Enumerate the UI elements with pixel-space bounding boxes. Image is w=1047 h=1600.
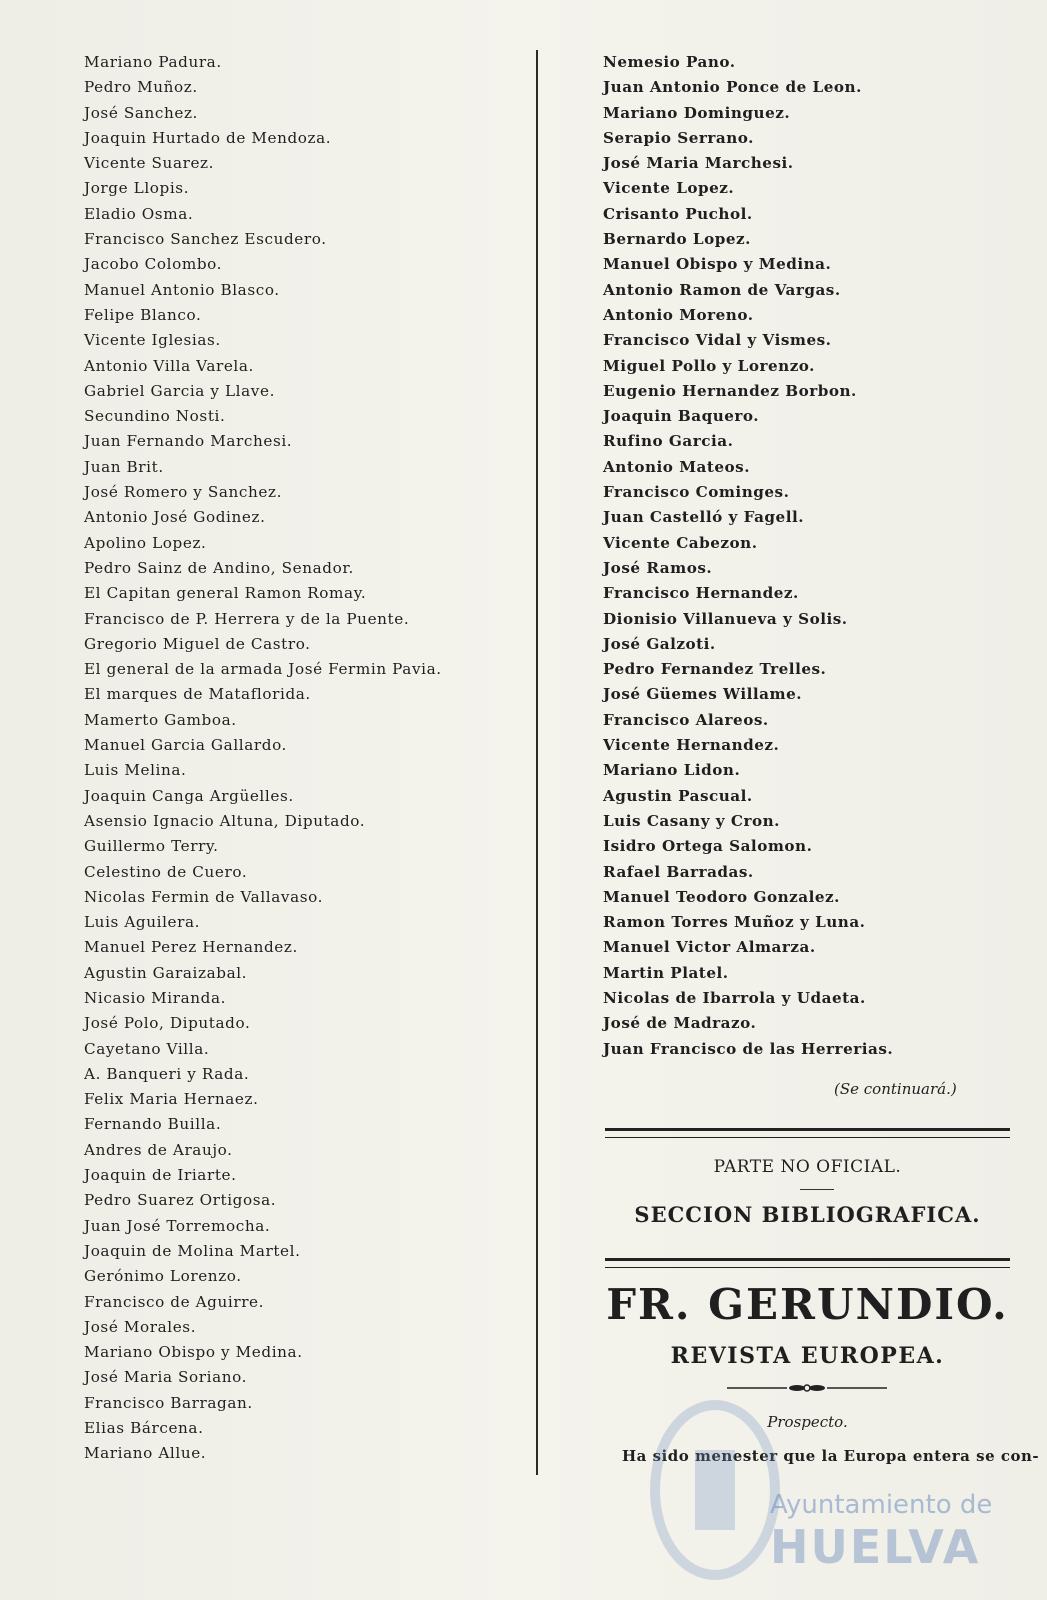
name-entry: Manuel Obispo y Medina. (603, 255, 832, 274)
name-entry: A. Banqueri y Rada. (84, 1064, 250, 1083)
name-entry: Mamerto Gamboa. (84, 710, 237, 729)
name-entry: Antonio Villa Varela. (84, 356, 254, 375)
name-entry: Pedro Muñoz. (84, 78, 198, 97)
name-entry: Felix Maria Hernaez. (84, 1090, 259, 1109)
name-entry: Vicente Iglesias. (84, 331, 221, 350)
name-entry: José Galzoti. (603, 634, 716, 653)
name-entry: Gabriel Garcia y Llave. (84, 381, 275, 400)
name-entry: Vicente Lopez. (603, 179, 735, 198)
name-entry: Antonio Moreno. (603, 305, 754, 324)
name-entry: Rufino Garcia. (603, 432, 734, 451)
name-entry: Asensio Ignacio Altuna, Diputado. (84, 811, 366, 830)
name-entry: El Capitan general Ramon Romay. (84, 584, 367, 603)
name-entry: Miguel Pollo y Lorenzo. (603, 356, 815, 375)
name-entry: José de Madrazo. (603, 1014, 757, 1033)
name-entry: Fernando Builla. (84, 1115, 222, 1134)
name-entry: Cayetano Villa. (84, 1039, 210, 1058)
column-divider (536, 50, 538, 1475)
name-entry: Luis Aguilera. (84, 913, 201, 932)
name-entry: Secundino Nosti. (84, 407, 226, 426)
name-entry: Manuel Victor Almarza. (603, 938, 816, 957)
name-entry: Ramon Torres Muñoz y Luna. (603, 913, 866, 932)
name-entry: Mariano Dominguez. (603, 103, 791, 122)
name-entry: Juan Antonio Ponce de Leon. (603, 78, 862, 97)
name-entry: Nicolas Fermin de Vallavaso. (84, 887, 324, 906)
name-entry: Mariano Allue. (84, 1444, 207, 1463)
name-entry: José Maria Soriano. (84, 1368, 248, 1387)
left-name-column (84, 50, 524, 1467)
name-entry: Juan Francisco de las Herrerias. (603, 1039, 894, 1058)
name-entry: Celestino de Cuero. (84, 862, 248, 881)
short-rule (800, 1189, 834, 1190)
right-name-column (603, 50, 1003, 1062)
name-entry: Francisco Hernandez. (603, 584, 799, 603)
name-entry: Antonio Mateos. (603, 457, 750, 476)
name-entry: Francisco Alareos. (603, 710, 769, 729)
name-entry: Joaquin de Iriarte. (84, 1166, 237, 1185)
section-rule-top (605, 1128, 1010, 1138)
name-entry: Nicolas de Ibarrola y Udaeta. (603, 988, 866, 1007)
name-entry: Manuel Teodoro Gonzalez. (603, 887, 840, 906)
publication-subtitle: REVISTA EUROPEA. (670, 1343, 945, 1369)
name-entry: Juan José Torremocha. (84, 1216, 271, 1235)
name-entry: Bernardo Lopez. (603, 230, 751, 249)
article-body-text: Ha sido menester que la Europa entera se con- (622, 1447, 1040, 1465)
continuation-note: (Se continuará.) (834, 1080, 957, 1098)
seccion-bibliografica-heading: SECCION BIBLIOGRAFICA. (634, 1202, 981, 1227)
name-entry: José Romero y Sanchez. (84, 483, 282, 502)
name-entry: Juan Castelló y Fagell. (603, 508, 805, 527)
name-entry: Vicente Cabezon. (603, 533, 758, 552)
name-entry: Francisco Sanchez Escudero. (84, 230, 327, 249)
name-entry: José Güemes Willame. (603, 685, 803, 704)
name-entry: Mariano Obispo y Medina. (84, 1343, 303, 1362)
name-entry: Serapio Serrano. (603, 128, 754, 147)
name-entry: Antonio José Godinez. (84, 508, 266, 527)
name-entry: José Ramos. (603, 558, 713, 577)
name-entry: Crisanto Puchol. (603, 204, 753, 223)
name-entry: Francisco Barragan. (84, 1393, 253, 1412)
name-entry: Guillermo Terry. (84, 837, 219, 856)
name-entry: José Polo, Diputado. (84, 1014, 251, 1033)
name-entry: Joaquin Hurtado de Mendoza. (84, 128, 332, 147)
name-entry: Francisco de Aguirre. (84, 1292, 265, 1311)
name-entry: Agustin Pascual. (603, 786, 753, 805)
name-entry: Rafael Barradas. (603, 862, 754, 881)
name-entry: Pedro Fernandez Trelles. (603, 660, 827, 679)
name-entry: Nicasio Miranda. (84, 988, 227, 1007)
name-entry: Eugenio Hernandez Borbon. (603, 381, 857, 400)
name-entry: Manuel Perez Hernandez. (84, 938, 298, 957)
name-entry: Francisco de P. Herrera y de la Puente. (84, 609, 410, 628)
name-entry: José Sanchez. (84, 103, 198, 122)
name-entry: Jacobo Colombo. (84, 255, 223, 274)
name-entry: Joaquin Baquero. (603, 407, 760, 426)
parte-no-oficial-heading: PARTE NO OFICIAL. (713, 1157, 902, 1177)
name-entry: El general de la armada José Fermin Pavia. (84, 660, 442, 679)
name-entry: Joaquin Canga Argüelles. (84, 786, 294, 805)
name-entry: Martin Platel. (603, 963, 729, 982)
name-entry: José Morales. (84, 1317, 197, 1336)
watermark-line-2: HUELVA (770, 1520, 981, 1574)
name-entry: Vicente Suarez. (84, 154, 215, 173)
name-entry: Luis Melina. (84, 761, 187, 780)
name-entry: Felipe Blanco. (84, 305, 202, 324)
name-entry: Eladio Osma. (84, 204, 194, 223)
name-entry: Apolino Lopez. (84, 533, 207, 552)
name-entry: Elias Bárcena. (84, 1419, 204, 1438)
name-entry: Pedro Sainz de Andino, Senador. (84, 558, 354, 577)
name-entry: Isidro Ortega Salomon. (603, 837, 813, 856)
watermark-line-1: Ayuntamiento de (770, 1490, 993, 1520)
publication-title: FR. GERUNDIO. (606, 1280, 1009, 1329)
name-entry: Manuel Antonio Blasco. (84, 280, 280, 299)
name-entry: Dionisio Villanueva y Solis. (603, 609, 848, 628)
name-entry: Nemesio Pano. (603, 53, 736, 71)
name-entry: José Maria Marchesi. (603, 154, 794, 173)
name-entry: Jorge Llopis. (84, 179, 190, 198)
name-entry: Joaquin de Molina Martel. (84, 1241, 301, 1260)
prospecto-heading: Prospecto. (767, 1413, 848, 1431)
name-entry: Manuel Garcia Gallardo. (84, 736, 287, 755)
name-entry: Andres de Araujo. (84, 1140, 233, 1159)
name-entry: Mariano Padura. (84, 53, 222, 71)
name-entry: Francisco Cominges. (603, 483, 790, 502)
name-entry: Vicente Hernandez. (603, 736, 780, 755)
name-entry: Luis Casany y Cron. (603, 811, 780, 830)
name-entry: Francisco Vidal y Vismes. (603, 331, 832, 350)
section-rule-bottom (605, 1258, 1010, 1268)
ornament-rule-icon (727, 1382, 887, 1394)
name-entry: Mariano Lidon. (603, 761, 741, 780)
name-entry: Juan Fernando Marchesi. (84, 432, 293, 451)
name-entry: Juan Brit. (84, 457, 164, 476)
name-entry: Agustin Garaizabal. (84, 963, 248, 982)
name-entry: El marques de Mataflorida. (84, 685, 311, 704)
name-entry: Antonio Ramon de Vargas. (603, 280, 841, 299)
name-entry: Pedro Suarez Ortigosa. (84, 1191, 277, 1210)
name-entry: Gerónimo Lorenzo. (84, 1267, 242, 1286)
name-entry: Gregorio Miguel de Castro. (84, 634, 311, 653)
